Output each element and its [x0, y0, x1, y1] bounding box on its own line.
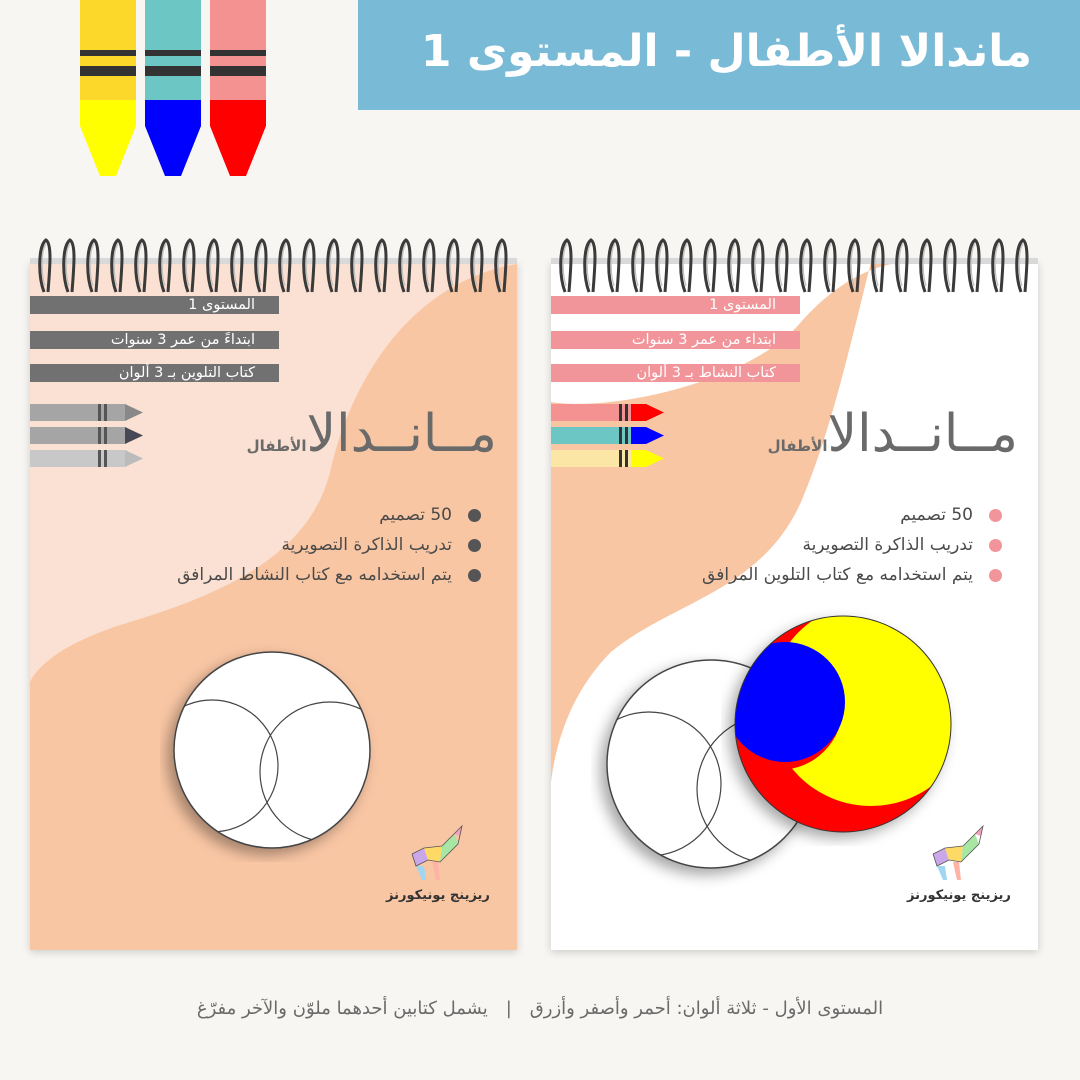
red-crayon-icon [210, 0, 266, 176]
spiral-coil-highlight [354, 244, 358, 286]
spiral-coil-highlight [426, 244, 430, 286]
footer-separator: | [505, 998, 512, 1019]
color-crayons-icon [551, 402, 666, 472]
banner-title: ماندالا الأطفال - المستوى 1 [420, 26, 1032, 77]
spiral-coil-highlight [755, 244, 759, 286]
age-bar: ابتداءً من عمر 3 سنوات [30, 331, 279, 349]
spiral-coil-highlight [659, 244, 663, 286]
mandala-colored-illustration [721, 606, 961, 846]
list-item: تدريب الذاكرة التصويرية [177, 530, 481, 560]
spiral-coil-highlight [947, 244, 951, 286]
feature-list [702, 500, 1002, 590]
spiral-coil-highlight [707, 244, 711, 286]
bullet-icon [468, 569, 481, 582]
spiral-coil-highlight [114, 244, 118, 286]
yellow-crayon-icon [80, 0, 136, 176]
crayons-decoration [78, 0, 278, 185]
spiral-coil-highlight [683, 244, 687, 286]
spiral-coil-highlight [635, 244, 639, 286]
logo-subtitle: الأطفال [246, 437, 307, 455]
spiral-coil-highlight [186, 244, 190, 286]
spiral-coil-highlight [474, 244, 478, 286]
spiral-coil-highlight [923, 244, 927, 286]
spiral-coil-highlight [90, 244, 94, 286]
spiral-coil-highlight [138, 244, 142, 286]
spiral-coil-highlight [995, 244, 999, 286]
spiral-coil-highlight [731, 244, 735, 286]
spiral-coil-highlight [1019, 244, 1023, 286]
spiral-coil-highlight [306, 244, 310, 286]
spiral-coil-highlight [803, 244, 807, 286]
spiral-coil-highlight [42, 244, 46, 286]
brand-name: ريزينج يونيكورنز [386, 888, 490, 903]
spiral-coil-highlight [875, 244, 879, 286]
feature-list [177, 500, 481, 590]
spiral-coil-highlight [779, 244, 783, 286]
title-banner [358, 0, 1080, 110]
level-bar: المستوى 1 [30, 296, 279, 314]
spiral-coil-highlight [330, 244, 334, 286]
bullet-icon [989, 539, 1002, 552]
spiral-coil-highlight [498, 244, 502, 286]
age-bar: ابتداء من عمر 3 سنوات [551, 331, 800, 349]
spiral-coil-highlight [563, 244, 567, 286]
spiral-coil-highlight [66, 244, 70, 286]
brand-name: ريزينج يونيكورنز [907, 888, 1011, 903]
spiral-coil-highlight [450, 244, 454, 286]
mandala-logo [237, 404, 497, 464]
spiral-coil-highlight [282, 244, 286, 286]
spiral-binding [30, 236, 517, 296]
grey-crayons-icon [30, 402, 145, 472]
list-item: تدريب الذاكرة التصويرية [702, 530, 1002, 560]
logo-subtitle: الأطفال [767, 437, 828, 455]
spiral-coil-highlight [851, 244, 855, 286]
spiral-coil-highlight [587, 244, 591, 286]
spiral-coil-highlight [899, 244, 903, 286]
coloring-book-cover [30, 262, 517, 950]
bullet-icon [989, 569, 1002, 582]
book-type-bar: كتاب التلوين بـ 3 ألوان [30, 364, 279, 382]
unicorn-logo-icon [402, 824, 472, 884]
spiral-coil-highlight [210, 244, 214, 286]
book-type-bar: كتاب النشاط بـ 3 ألوان [551, 364, 800, 382]
bullet-icon [989, 509, 1002, 522]
logo-title: مــانــدالا [827, 404, 1018, 464]
level-bar: المستوى 1 [551, 296, 800, 314]
bullet-icon [468, 509, 481, 522]
spiral-coil-highlight [162, 244, 166, 286]
mandala-logo [758, 404, 1018, 464]
spiral-coil-highlight [611, 244, 615, 286]
spiral-coil-highlight [258, 244, 262, 286]
spiral-coil-highlight [378, 244, 382, 286]
mandala-outline-illustration [160, 642, 380, 862]
spiral-binding [551, 236, 1038, 296]
footer-caption [0, 998, 1080, 1019]
bullet-icon [468, 539, 481, 552]
blue-crayon-icon [145, 0, 201, 176]
footer-part-1: المستوى الأول - ثلاثة ألوان: أحمر وأصفر وأزرق [529, 998, 884, 1019]
list-item: يتم استخدامه مع كتاب النشاط المرافق [177, 560, 481, 590]
list-item: يتم استخدامه مع كتاب التلوين المرافق [702, 560, 1002, 590]
spiral-coil-highlight [234, 244, 238, 286]
footer-part-2: يشمل كتابين أحدهما ملوّن والآخر مفرّغ [196, 998, 488, 1019]
list-item: 50 تصميم [702, 500, 1002, 530]
activity-book-cover [551, 262, 1038, 950]
spiral-coil-highlight [971, 244, 975, 286]
spiral-coil-highlight [402, 244, 406, 286]
logo-title: مــانــدالا [306, 404, 497, 464]
unicorn-logo-icon [923, 824, 993, 884]
list-item: 50 تصميم [177, 500, 481, 530]
spiral-coil-highlight [827, 244, 831, 286]
